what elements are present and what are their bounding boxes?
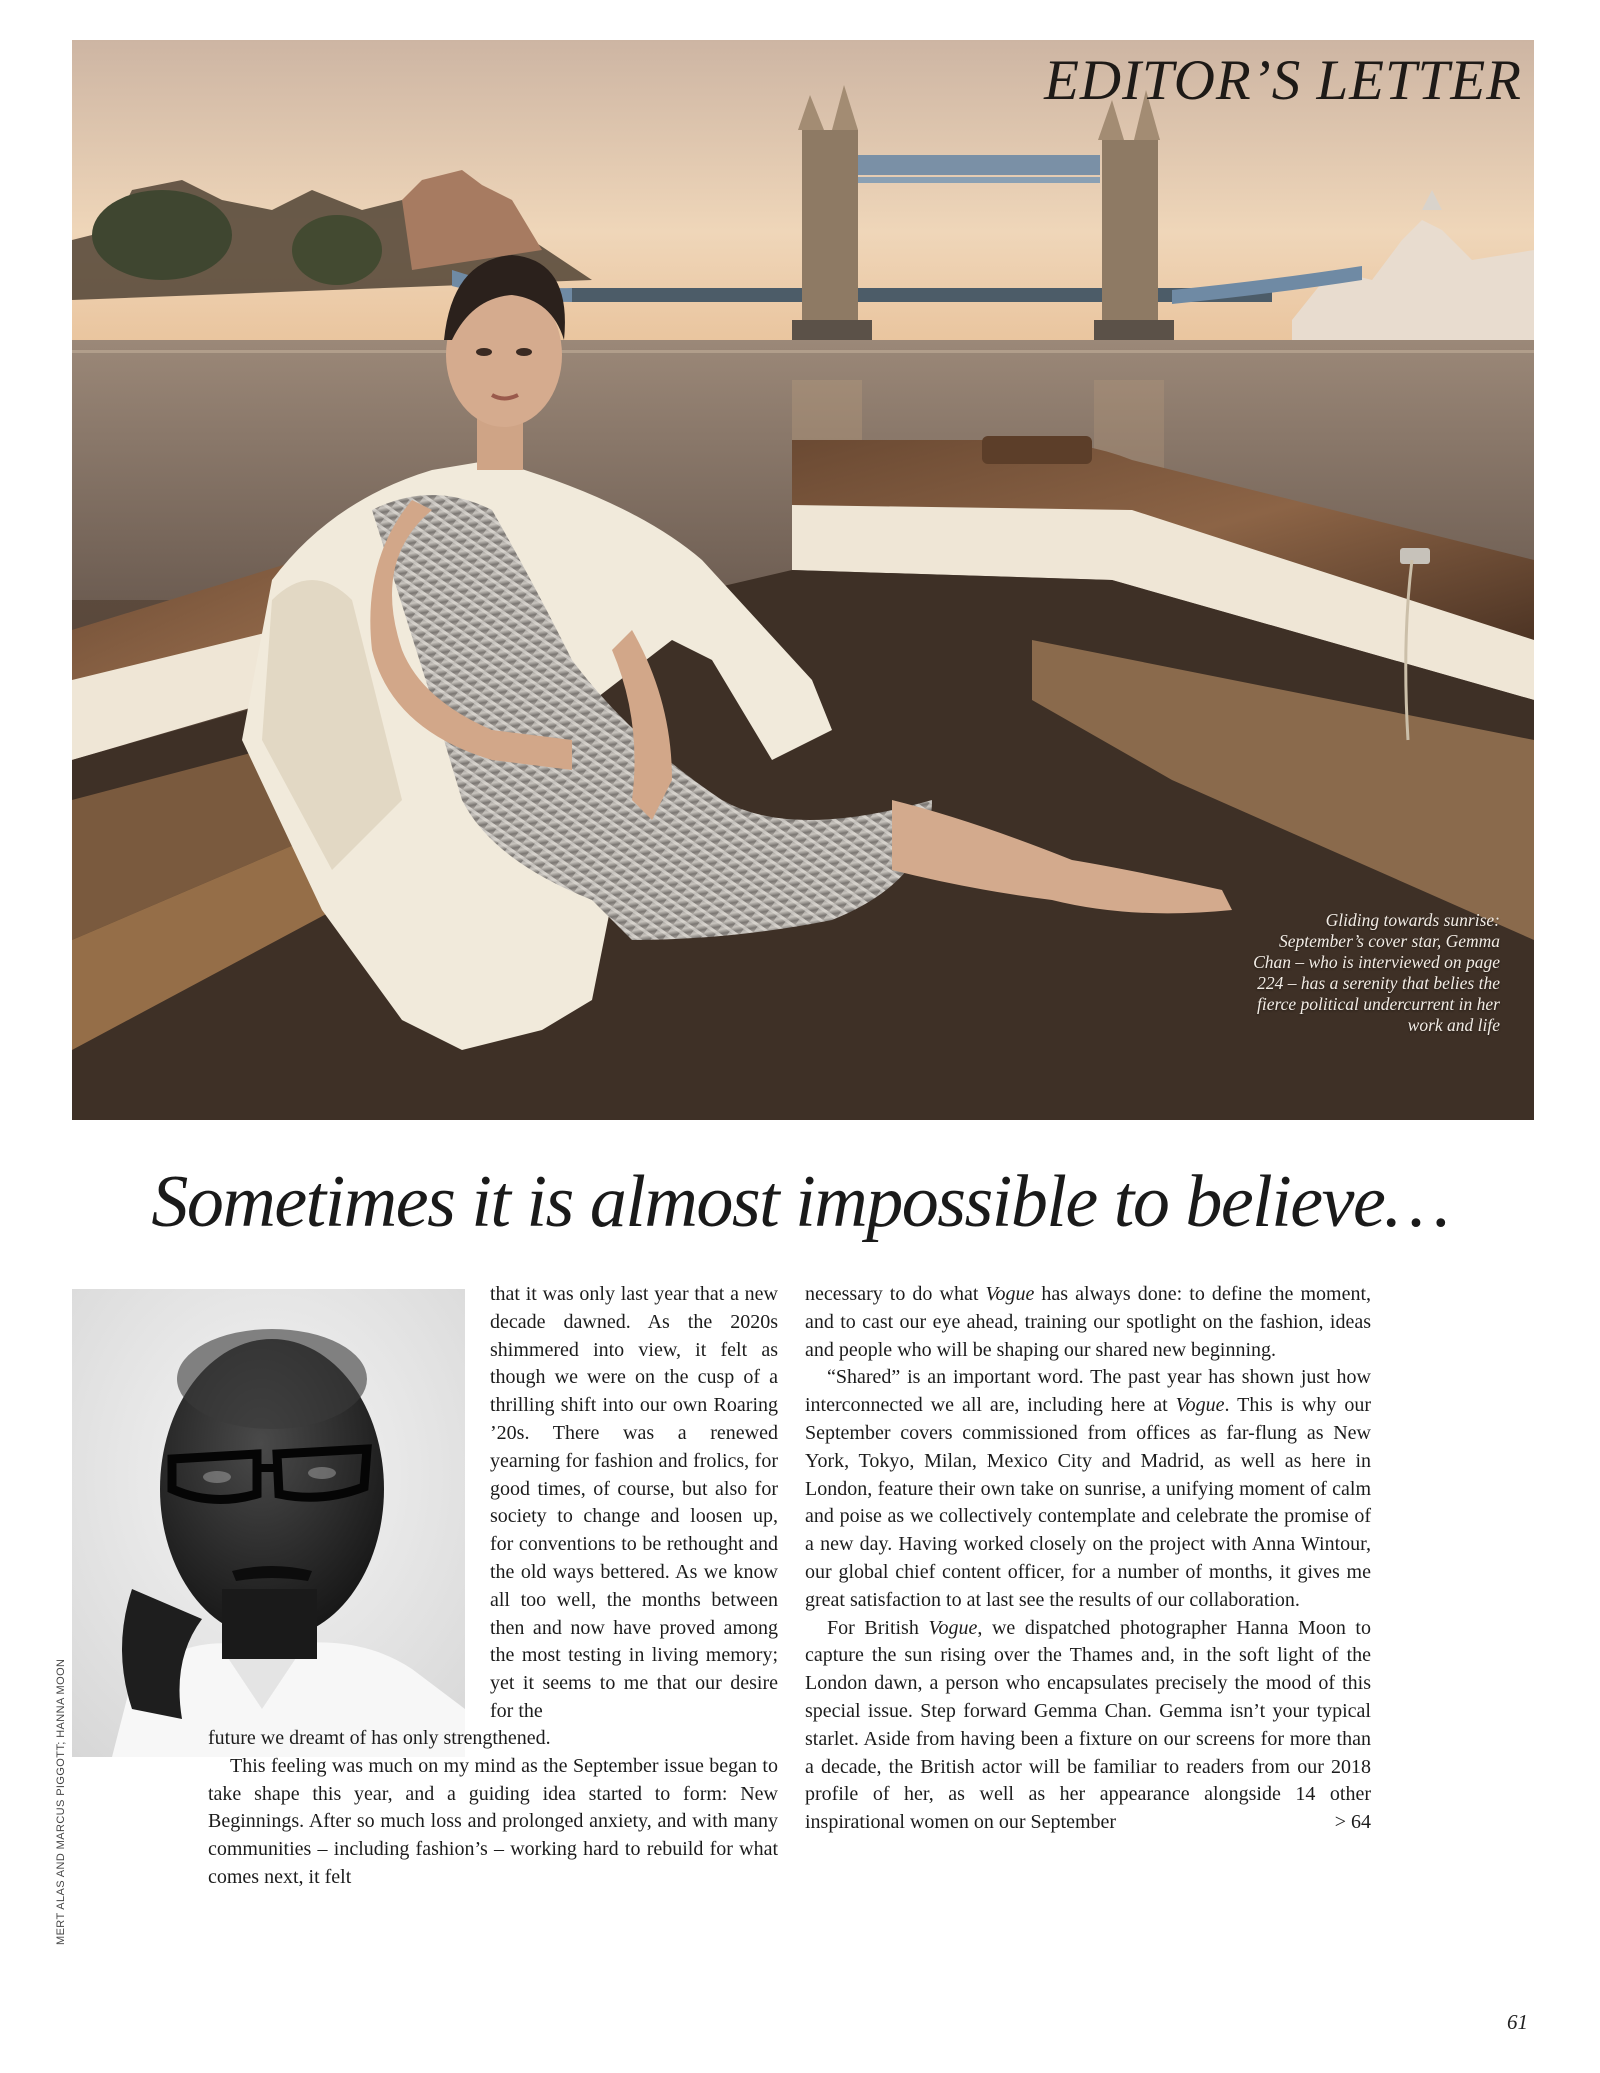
article-paragraph: This feeling was much on my mind as the September issue began to take shape this year, and a guiding idea started to form: New Beginnings. After so much loss and prolonged anxiety, and with many communities – including fashion’s – working hard to rebuild for what comes next, it felt bbox=[208, 1754, 778, 1888]
hero-photo-caption: Gliding towards sunrise: September’s cover star, Gemma Chan – who is interviewed on page 224 – has a serenity that belies the fierce political undercurrent in her work and life bbox=[1253, 910, 1500, 1035]
portrait-icon bbox=[72, 1289, 465, 1757]
article-paragraph: future we dreamt of has only strengthened. bbox=[208, 1727, 551, 1749]
page-number: 61 bbox=[1507, 2010, 1528, 2034]
text-run: , we dispatched photographer Hanna Moon to capture the sun rising over the Thames and, in the soft light of the London dawn, a person who encapsulates precisely the mood of this special issue. Step forward Gemma Chan. Gemma isn’t your typical starlet. Aside from having been a fixture on our screens for more than a decade, the British actor will be familiar to readers from our 2018 profile of her, as well as her appearance alongside 14 other inspirational women on our September bbox=[805, 1616, 1371, 1834]
magazine-name: Vogue bbox=[985, 1283, 1035, 1305]
magazine-name: Vogue bbox=[928, 1616, 978, 1639]
article-paragraph bbox=[805, 1364, 1371, 1614]
text-run: For British bbox=[827, 1616, 929, 1639]
section-label: EDITOR’S LETTER bbox=[1044, 49, 1522, 112]
text-run: has always done: to define the moment, and to cast our eye ahead, training our spotlight on the fashion, ideas and people who will be shaping our shared new beginning. bbox=[805, 1283, 1372, 1361]
article-column-b bbox=[208, 1725, 778, 1892]
article-paragraph bbox=[805, 1615, 1371, 1837]
article-column-c bbox=[805, 1281, 1371, 1837]
magazine-name: Vogue bbox=[1175, 1394, 1225, 1417]
article-column-a: that it was only last year that a new decade dawned. As the 2020s shimmered into view, it felt as though we were on the cusp of a thrilling shift into our own Roaring ’20s. There was a renewed yearning for fashion and frolics, for good times, of course, but also for society to change and loosen up, for conventions to be rethought and the old ways bettered. As we know all too well, the months between then and now have proved among the most testing in living memory; yet it seems to me that our desire for the bbox=[490, 1283, 778, 1722]
article-paragraph bbox=[805, 1281, 1371, 1364]
text-run: “Shared” is an important word. The past year has shown just how interconnected we all are, including here at bbox=[805, 1366, 1371, 1417]
editor-portrait-photo bbox=[72, 1289, 465, 1757]
hero-photo bbox=[72, 40, 1534, 1120]
article-headline: Sometimes it is almost impossible to believe… bbox=[151, 1161, 1449, 1243]
photo-credit: MERT ALAS AND MARCUS PIGGOTT; HANNA MOON bbox=[55, 1658, 67, 1945]
text-run: necessary to do what bbox=[805, 1283, 986, 1305]
text-run: . This is why our September covers commissioned from offices as far-flung as New York, Tokyo, Milan, Mexico City and Madrid, as well as here in London, feature their own take on sunrise, a unifying moment of calm and poise as we collectively contemplate and celebrate the promise of a new day. Having worked closely on the project with Anna Wintour, our global chief content officer, for a number of months, it gives me great satisfaction to at last see the results of our collaboration. bbox=[805, 1394, 1372, 1611]
continued-on-page[interactable]: > 64 bbox=[1334, 1811, 1371, 1834]
